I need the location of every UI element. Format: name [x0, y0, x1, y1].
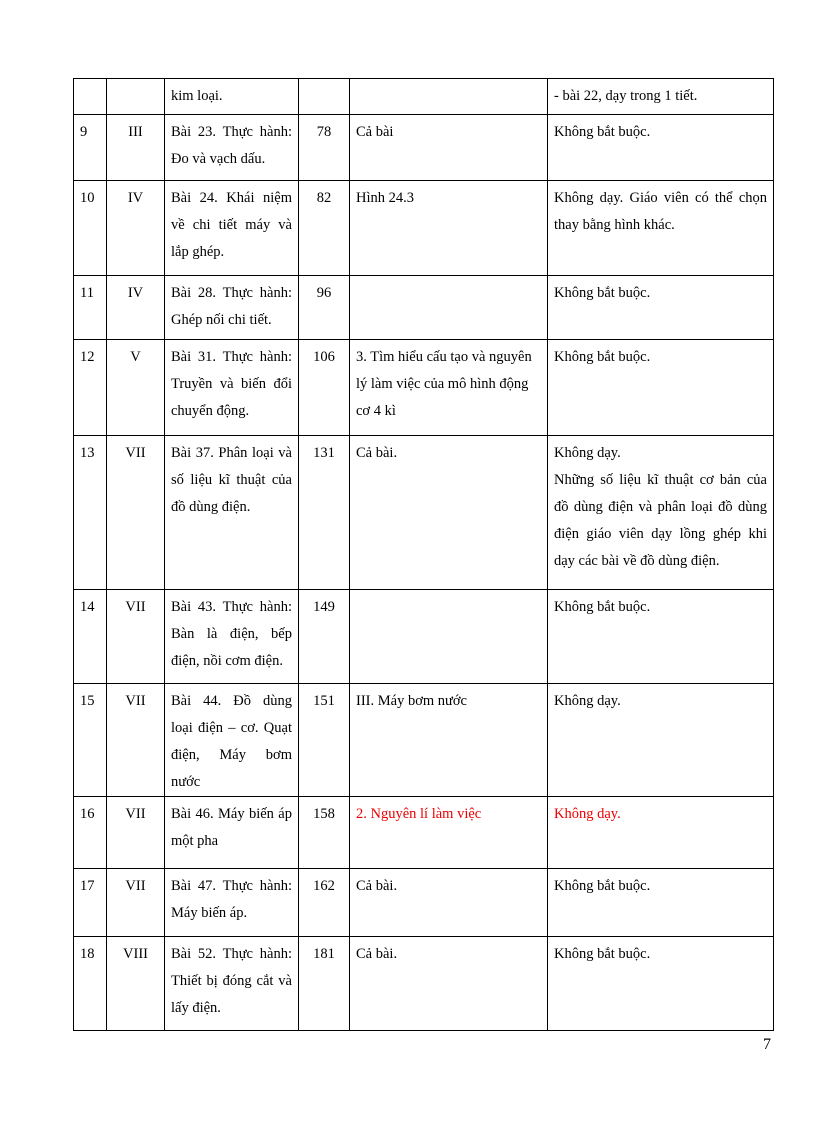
lesson-cell: Bài 28. Thực hành: Ghép nối chi tiết. [165, 276, 299, 340]
note-cell: Không bắt buộc. [548, 115, 774, 181]
lesson-cell: Bài 52. Thực hành: Thiết bị đóng cắt và lấy điện. [165, 937, 299, 1031]
lesson-cell: Bài 43. Thực hành: Bàn là điện, bếp điện, nồi cơm điện. [165, 590, 299, 684]
table-row [74, 181, 774, 276]
page-cell: 106 [299, 340, 350, 436]
table-row [74, 937, 774, 1031]
content-cell [350, 79, 548, 115]
note-cell: Không bắt buộc. [548, 276, 774, 340]
content-cell: 3. Tìm hiểu cấu tạo và nguyên lý làm việc của mô hình động cơ 4 kì [350, 340, 548, 436]
row-number: 11 [74, 276, 107, 340]
lesson-cell: Bài 31. Thực hành: Truyền và biến đổi chuyển động. [165, 340, 299, 436]
page-cell: 181 [299, 937, 350, 1031]
table-row [74, 115, 774, 181]
note-cell [548, 436, 774, 590]
chapter-cell: VIII [107, 937, 165, 1031]
row-number: 15 [74, 684, 107, 797]
page-cell: 151 [299, 684, 350, 797]
content-cell [350, 276, 548, 340]
page-cell [299, 79, 350, 115]
page-cell: 149 [299, 590, 350, 684]
chapter-cell: IV [107, 276, 165, 340]
chapter-cell: VII [107, 590, 165, 684]
table-row [74, 684, 774, 797]
note-cell: - bài 22, dạy trong 1 tiết. [548, 79, 774, 115]
row-number [74, 79, 107, 115]
note-cell: Không dạy. Giáo viên có thể chọn thay bằng hình khác. [548, 181, 774, 276]
lesson-cell: Bài 44. Đồ dùng loại điện – cơ. Quạt điện, Máy bơm nước [165, 684, 299, 797]
page-cell: 158 [299, 797, 350, 869]
note-cell: Không bắt buộc. [548, 869, 774, 937]
note-detail: Những số liệu kĩ thuật cơ bản của đồ dùng điện và phân loại đồ dùng điện giáo viên dạy lồng ghép khi dạy các bài về đồ dùng điện. [554, 472, 767, 569]
content-cell: Hình 24.3 [350, 181, 548, 276]
content-cell [350, 590, 548, 684]
lesson-cell: Bài 47. Thực hành: Máy biến áp. [165, 869, 299, 937]
content-cell: Cả bài. [350, 937, 548, 1031]
chapter-cell: VII [107, 869, 165, 937]
lesson-cell: Bài 37. Phân loại và số liệu kĩ thuật của đồ dùng điện. [165, 436, 299, 590]
note-text: Không dạy. [554, 445, 621, 461]
table-row [74, 79, 774, 115]
row-number: 10 [74, 181, 107, 276]
page-cell: 96 [299, 276, 350, 340]
row-number: 17 [74, 869, 107, 937]
note-cell: Không bắt buộc. [548, 937, 774, 1031]
note-cell: Không dạy. [548, 797, 774, 869]
lesson-cell: Bài 23. Thực hành: Đo và vạch dấu. [165, 115, 299, 181]
page-number: 7 [763, 1036, 771, 1053]
table-row [74, 436, 774, 590]
row-number: 9 [74, 115, 107, 181]
row-number: 14 [74, 590, 107, 684]
chapter-cell: VII [107, 684, 165, 797]
content-cell: III. Máy bơm nước [350, 684, 548, 797]
chapter-cell: III [107, 115, 165, 181]
page-cell: 82 [299, 181, 350, 276]
table-row [74, 797, 774, 869]
row-number: 12 [74, 340, 107, 436]
content-cell: 2. Nguyên lí làm việc [350, 797, 548, 869]
row-number: 13 [74, 436, 107, 590]
content-cell: Cả bài [350, 115, 548, 181]
row-number: 16 [74, 797, 107, 869]
page-cell: 131 [299, 436, 350, 590]
note-cell: Không bắt buộc. [548, 340, 774, 436]
row-number: 18 [74, 937, 107, 1031]
table-row [74, 276, 774, 340]
chapter-cell: IV [107, 181, 165, 276]
table-row [74, 340, 774, 436]
table-row [74, 590, 774, 684]
lesson-cell: kim loại. [165, 79, 299, 115]
content-cell: Cả bài. [350, 869, 548, 937]
chapter-cell: V [107, 340, 165, 436]
content-cell: Cả bài. [350, 436, 548, 590]
chapter-cell: VII [107, 436, 165, 590]
lesson-cell: Bài 24. Khái niệm về chi tiết máy và lắp ghép. [165, 181, 299, 276]
page-cell: 78 [299, 115, 350, 181]
chapter-cell [107, 79, 165, 115]
chapter-cell: VII [107, 797, 165, 869]
note-cell: Không bắt buộc. [548, 590, 774, 684]
note-cell: Không dạy. [548, 684, 774, 797]
table-row [74, 869, 774, 937]
page-cell: 162 [299, 869, 350, 937]
lesson-cell: Bài 46. Máy biến áp một pha [165, 797, 299, 869]
curriculum-table [73, 78, 774, 1031]
